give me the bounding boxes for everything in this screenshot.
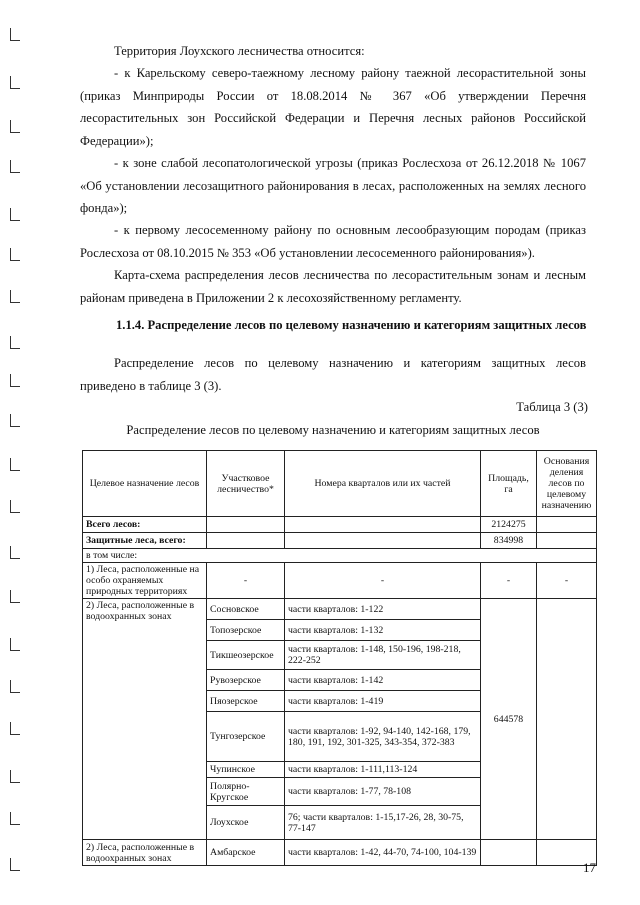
quarters-cell: части кварталов: 1-77, 78-108	[285, 778, 481, 806]
special-area-dash: -	[481, 563, 537, 599]
header-basis: Основания деления лесов по целевому назначению	[537, 451, 597, 517]
quarters-cell: части кварталов: 1-122	[285, 599, 481, 620]
district-cell: Полярно-Кругское	[207, 778, 285, 806]
water-label: 2) Леса, расположенные в водоохранных зонах	[83, 599, 207, 840]
table-row-special	[83, 563, 597, 599]
including-label: в том числе:	[83, 549, 597, 563]
protective-area: 834998	[481, 533, 537, 549]
district-cell: Чупинское	[207, 762, 285, 778]
district-cell: Сосновское	[207, 599, 285, 620]
last-district: Амбарское	[207, 840, 285, 866]
special-label: 1) Леса, расположенные на особо охраняемых природных территориях	[83, 563, 207, 599]
paragraph-pathology-zone: - к зоне слабой лесопатологической угрозы (приказ Рослесхоза от 26.12.2018 № 1067 «Об установлении лесозащитного районирования в лесах, расположенных на землях лесного фонда»);	[80, 156, 586, 215]
table-header-row	[83, 451, 597, 517]
protective-label: Защитные леса, всего:	[83, 533, 207, 549]
header-quarters: Номера кварталов или их частей	[285, 451, 481, 517]
header-district: Участковое лесничество*	[207, 451, 285, 517]
paragraph-intro: Распределение лесов по целевому назначению и категориям защитных лесов приведено в таблице 3 (3).	[80, 356, 586, 393]
paragraph-territory: Территория Лоухского лесничества относится:	[114, 44, 365, 58]
district-cell: Лоухское	[207, 806, 285, 840]
table-number: Таблица 3 (3)	[516, 400, 588, 414]
table-row-including	[83, 549, 597, 563]
district-cell: Пяозерское	[207, 691, 285, 712]
table-row-last	[83, 840, 597, 866]
district-cell: Тикшеозерское	[207, 641, 285, 670]
quarters-cell: части кварталов: 1-148, 150-196, 198-218, 222-252	[285, 641, 481, 670]
header-purpose: Целевое назначение лесов	[83, 451, 207, 517]
forest-distribution-table	[82, 450, 597, 866]
table-row-protective	[83, 533, 597, 549]
district-cell: Тунгозерское	[207, 712, 285, 762]
special-quarters-dash: -	[285, 563, 481, 599]
special-basis-dash: -	[537, 563, 597, 599]
quarters-cell: части кварталов: 1-419	[285, 691, 481, 712]
table-row-total	[83, 517, 597, 533]
paragraph-forest-zone: - к Карельскому северо-таежному лесному району таежной лесорастительной зоны (приказ Минприроды России от 18.08.2014 № 367 «Об утверждении Перечня лесорастительных зон Российской Федерации и Перечня лесных районов Российской Федерации»);	[80, 66, 586, 148]
page-number: 17	[583, 860, 596, 875]
quarters-cell: части кварталов: 1-92, 94-140, 142-168, 179, 180, 191, 192, 301-325, 343-354, 372-383	[285, 712, 481, 762]
table-title: Распределение лесов по целевому назначению и категориям защитных лесов	[126, 423, 540, 437]
quarters-cell: 76; части кварталов: 1-15,17-26, 28, 30-75, 77-147	[285, 806, 481, 840]
paragraph-seed-district: - к первому лесосеменному району по основным лесообразующим породам (приказ Рослесхоза от 08.10.2015 № 353 «Об установлении лесосеменного районирования»).	[80, 223, 586, 260]
water-area: 644578	[481, 599, 537, 840]
quarters-cell: части кварталов: 1-111,113-124	[285, 762, 481, 778]
table-row	[83, 599, 597, 620]
last-quarters: части кварталов: 1-42, 44-70, 74-100, 104-139	[285, 840, 481, 866]
district-cell: Рувозерское	[207, 670, 285, 691]
header-area: Площадь, га	[481, 451, 537, 517]
quarters-cell: части кварталов: 1-142	[285, 670, 481, 691]
section-heading: 1.1.4. Распределение лесов по целевому назначению и категориям защитных лесов	[116, 318, 587, 332]
district-cell: Топозерское	[207, 620, 285, 641]
total-area: 2124275	[481, 517, 537, 533]
total-label: Всего лесов:	[83, 517, 207, 533]
binding-marks	[10, 0, 24, 905]
paragraph-map-scheme: Карта-схема распределения лесов лесничества по лесорастительным зонам и лесным районам приведена в Приложении 2 к лесохозяйственному регламенту.	[80, 268, 586, 305]
last-label: 2) Леса, расположенные в водоохранных зонах	[83, 840, 207, 866]
quarters-cell: части кварталов: 1-132	[285, 620, 481, 641]
special-district-dash: -	[207, 563, 285, 599]
